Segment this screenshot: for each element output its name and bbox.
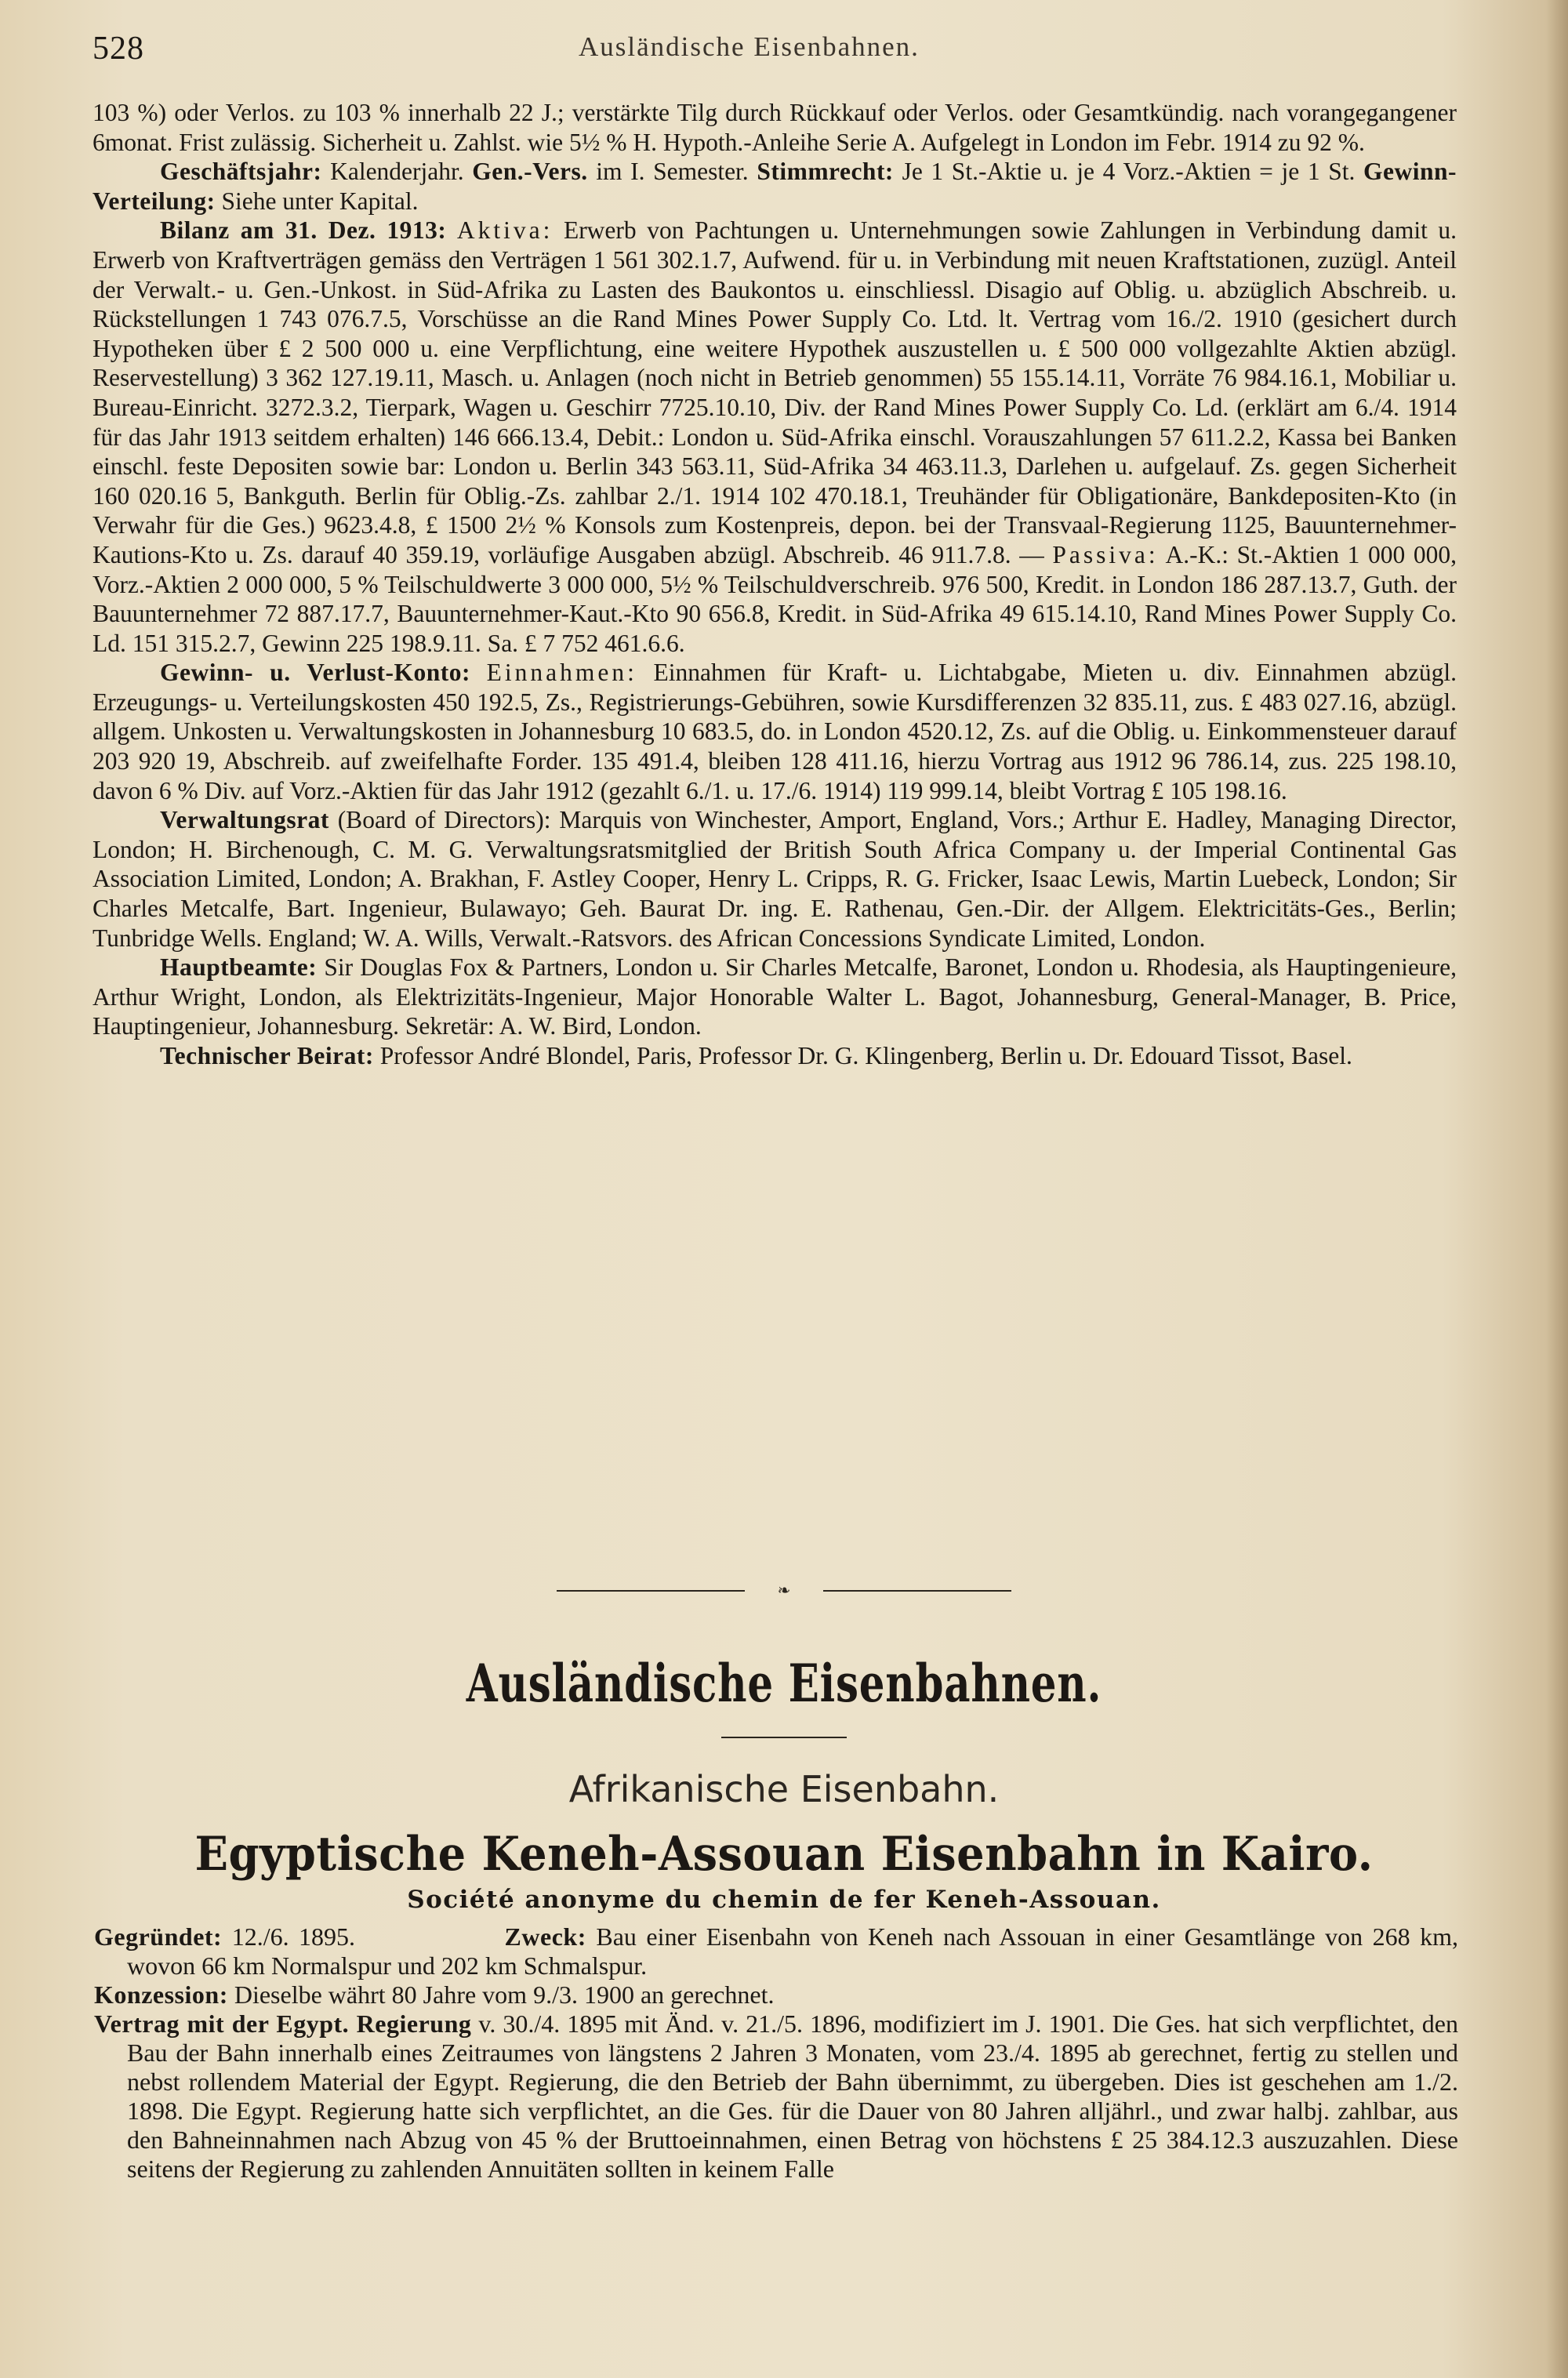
einnahmen-label: Einnahmen: (486, 659, 637, 687)
bilanz-aktiva-text: Erwerb von Pachtungen u. Unternehmungen sowie Zahlungen in Verbindung damit u. Erwerb von Kraftverträgen gemäss den Verträgen 1 561 302.1.7, Aufwend. für u. in Verbindung mit neuen Kraftstationen, zuzügl. Anteil der Verwalt.- u. Gen.-Unkost. in Süd-Afrika zu Lasten des Baukontos u. einschliessl. Disagio auf Oblig. u. abzüglich Abschreib. u. Rückstellungen 1 743 076.7.5, Vorschüsse an die Rand Mines Power Supply Co. Ltd. lt. Vertrag vom 16./2. 1910 (gesichert durch Hypotheken über £ 2 500 000 u. eine Verpflichtung, eine weitere Hypothek auszustellen u. £ 500 000 vollgezahlte Aktien abzügl. Reservestellung) 3 362 127.19.11, Masch. u. Anlagen (noch nicht in Betrieb genommen) 55 155.14.11, Vorräte 76 984.16.1, Mobiliar u. Bureau-Einricht. 3272.3.2, Tierpark, Wagen u. Geschirr 7725.10.10, Div. der Rand Mines Power Supply Co. Ld. (erklärt am 6./4. 1914 für das Jahr 1913 seitdem erhalten) 146 666.13.4, Debit.: London u. Süd-Afrika einschl. Vorauszahlungen 57 611.2.2, Kassa bei Banken einschl. feste Depositen sowie bar: London u. Berlin 343 563.11, Süd-Afrika 34 463.11.3, Darlehen u. aufgelauf. Zs. gegen Sicherheit 160 020.16 5, Bankguth. Berlin für Oblig.-Zs. zahlbar 2./1. 1914 102 470.18.1, Treuhänder für Obligationäre, Bankdepositen-Kto (in Verwahr für die Ges.) 9623.4.8, £ 1500 2½ % Konsols zum Kostenpreis, depon. bei der Transvaal-Regierung 1125, Bauunternehmer-Kautions-Kto u. Zs. darauf 40 359.19, vorläufige Ausgaben abzügl. Abschreib. 46 911.7.8. — (93, 216, 1457, 568)
vertrag-paragraph (94, 2010, 1458, 2184)
beirat-paragraph (93, 1041, 1457, 1071)
company-title: Egyptische Keneh-Assouan Eisenbahn in Kairo. (194, 1827, 1374, 1882)
page-number: 528 (93, 31, 144, 67)
guv-text: Einnahmen für Kraft- u. Lichtabgabe, Mieten u. div. Einnahmen abzügl. Erzeugungs- u. Verteilungskosten 450 192.5, Zs., Registrierungs-Gebühren, sowie Kursdifferenzen 32 835.11, zus. £ 483 027.16, abzügl. allgem. Unkosten u. Verwaltungskosten in Johannesburg 10 683.5, do. in London 4520.12, Zs. auf die Oblig. u. Einkommensteuer darauf 203 920 19, Abschreib. auf zweifelhafte Forder. 135 491.4, bleiben 128 411.16, hierzu Vortrag aus 1912 96 786.14, zus. 225 198.10, davon 6 % Div. auf Vorz.-Aktien für das Jahr 1912 (gezahlt 6./1. u. 17./6. 1914) 119 999.14, bleibt Vortrag £ 105 198.16. (93, 659, 1457, 804)
previous-company-entry (93, 98, 1457, 1071)
section-title: Ausländische Eisenbahnen. (466, 1653, 1102, 1714)
guv-label: Gewinn- u. Verlust-Konto: (160, 659, 470, 687)
stimmrecht-label: Stimmrecht: (757, 158, 894, 186)
hauptbeamte-text: Sir Douglas Fox & Partners, London u. Sir Charles Metcalfe, Baronet, London u. Rhodesia, als Hauptingenieure, Arthur Wright, London, als Elektrizitäts-Ingenieur, Major Honorable Walter L. Bagot, Johannesburg, General-Manager, B. Price, Hauptingenieur, Johannesburg. Sekretär: A. W. Bird, London. (93, 953, 1457, 1040)
section-subtitle: Afrikanische Eisenbahn. (568, 1768, 1000, 1810)
zweck-text: Bau einer Eisenbahn von Keneh nach Assouan in einer Gesamtlänge von 268 km, wovon 66 km Normalspur und 202 km Schmalspur. (127, 1922, 1459, 1980)
company-entry (94, 1922, 1458, 2184)
aktiva-label: Aktiva: (456, 216, 554, 245)
company-subtitle: Société anonyme du chemin de fer Keneh-Assouan. (407, 1886, 1161, 1914)
vertrag-text: v. 30./4. 1895 mit Änd. v. 21./5. 1896, modifiziert im J. 1901. Die Ges. hat sich verpflichtet, den Bau der Bahn innerhalb eines Zeitraumes von längstens 2 Jahren 3 Monaten, vom 23./4. 1895 ab gerechnet, fertig zu stellen und nebst rollendem Material der Egypt. Regierung, die den Betrieb der Bahn übernimmt, zu übergeben. Dies ist geschehen am 1./2. 1898. Die Egypt. Regierung hatte sich verpflichtet, an die Ges. für die Dauer von 80 Jahren alljährl., und zwar halbj. zahlbar, aus den Bahneinnahmen nach Abzug von 45 % der Bruttoeinnahmen, einen Betrag von höchstens £ 25 384.12.3 auszuzahlen. Diese seitens der Regierung zu zahlenden Annuitäten sollten in keinem Falle (127, 2010, 1459, 2183)
vertrag-label: Vertrag mit der Egypt. Regierung (94, 2010, 472, 2038)
genvers-value: im I. Semester. (596, 158, 749, 186)
verwaltungsrat-label: Verwaltungsrat (160, 806, 329, 834)
ornament-icon: ❧ (777, 1581, 791, 1599)
fiscal-info-paragraph (93, 157, 1457, 216)
geschaeftsjahr-value: Kalenderjahr. (330, 158, 464, 186)
hauptbeamte-paragraph (93, 953, 1457, 1041)
gegruendet-label: Gegründet: (94, 1922, 223, 1951)
ornament-divider (549, 1582, 1019, 1598)
loan-terms-paragraph: 103 %) oder Verlos. zu 103 % innerhalb 22 J.; verstärkte Tilg durch Rückkauf oder Verlos. oder Gesamtkündig. nach vorangegangener 6monat. Frist zulässig. Sicherheit u. Zahlst. wie 5½ % H. Hypoth.-Anleihe Serie A. Aufgelegt in London im Febr. 1914 zu 92 %. (93, 99, 1457, 156)
konzession-label: Konzession: (94, 1980, 228, 2009)
guv-paragraph (93, 658, 1457, 805)
page-edge-shadow (1546, 0, 1568, 2378)
stimmrecht-value: Je 1 St.-Aktie u. je 4 Vorz.-Aktien = je 1 St. (902, 158, 1356, 186)
verwaltungsrat-text: (Board of Directors): Marquis von Winchester, Amport, England, Vors.; Arthur E. Hadley, Managing Director, London; H. Birchenough, C. M. G. Verwaltungsratsmitglied der British South Africa Company u. der Imperial Continental Gas Association Limited, London; A. Brakhan, F. Astley Cooper, Henry L. Cripps, R. G. Fricker, Isaac Lewis, Martin Luebeck, London; Sir Charles Metcalfe, Bart. Ingenieur, Bulawayo; Geh. Baurat Dr. ing. E. Rathenau, Gen.-Dir. der Allgem. Elektricitäts-Ges., Berlin; Tunbridge Wells. England; W. A. Wills, Verwalt.-Ratsvors. des African Concessions Syndicate Limited, London. (93, 806, 1457, 952)
bilanz-paragraph (93, 216, 1457, 658)
beirat-text: Professor André Blondel, Paris, Professor Dr. G. Klingenberg, Berlin u. Dr. Edouard Tissot, Basel. (379, 1042, 1352, 1069)
konzession-paragraph (94, 1980, 1458, 2010)
section-rule (721, 1737, 847, 1738)
gegruendet-value: 12./6. 1895. (231, 1922, 356, 1951)
geschaeftsjahr-label: Geschäftsjahr: (160, 158, 322, 186)
bilanz-passiva-text: A.-K.: St.-Aktien 1 000 000, Vorz.-Aktien 2 000 000, 5 % Teilschuldwerte 3 000 000, 5½ % Teilschuldverschreib. 976 500, Kredit. in London 186 287.13.7, Guth. der Bauunternehmer 72 887.17.7, Bauunternehmer-Kaut.-Kto 90 656.8, Kredit. in Süd-Afrika 49 615.14.10, Rand Mines Power Supply Co. Ld. 151 315.2.7, Gewinn 225 198.9.11. Sa. £ 7 752 461.6.6. (93, 540, 1457, 657)
konzession-text: Dieselbe währt 80 Jahre vom 9./3. 1900 an gerechnet. (234, 1980, 775, 2009)
verwaltungsrat-paragraph (93, 805, 1457, 953)
passiva-label: Passiva: (1052, 540, 1159, 568)
page-header (93, 30, 1457, 77)
bilanz-label: Bilanz am 31. Dez. 1913: (160, 216, 447, 245)
genvers-label: Gen.-Vers. (472, 158, 588, 186)
beirat-label: Technischer Beirat: (160, 1042, 374, 1069)
zweck-label: Zweck: (504, 1922, 586, 1951)
running-title: Ausländische Eisenbahnen. (579, 31, 920, 62)
gewinnverteilung-label: Gewinn-Verteilung: (93, 158, 1457, 215)
hauptbeamte-label: Hauptbeamte: (160, 953, 318, 982)
gegruendet-zweck-paragraph (94, 1922, 1458, 1980)
gewinnverteilung-value: Siehe unter Kapital. (221, 187, 419, 215)
